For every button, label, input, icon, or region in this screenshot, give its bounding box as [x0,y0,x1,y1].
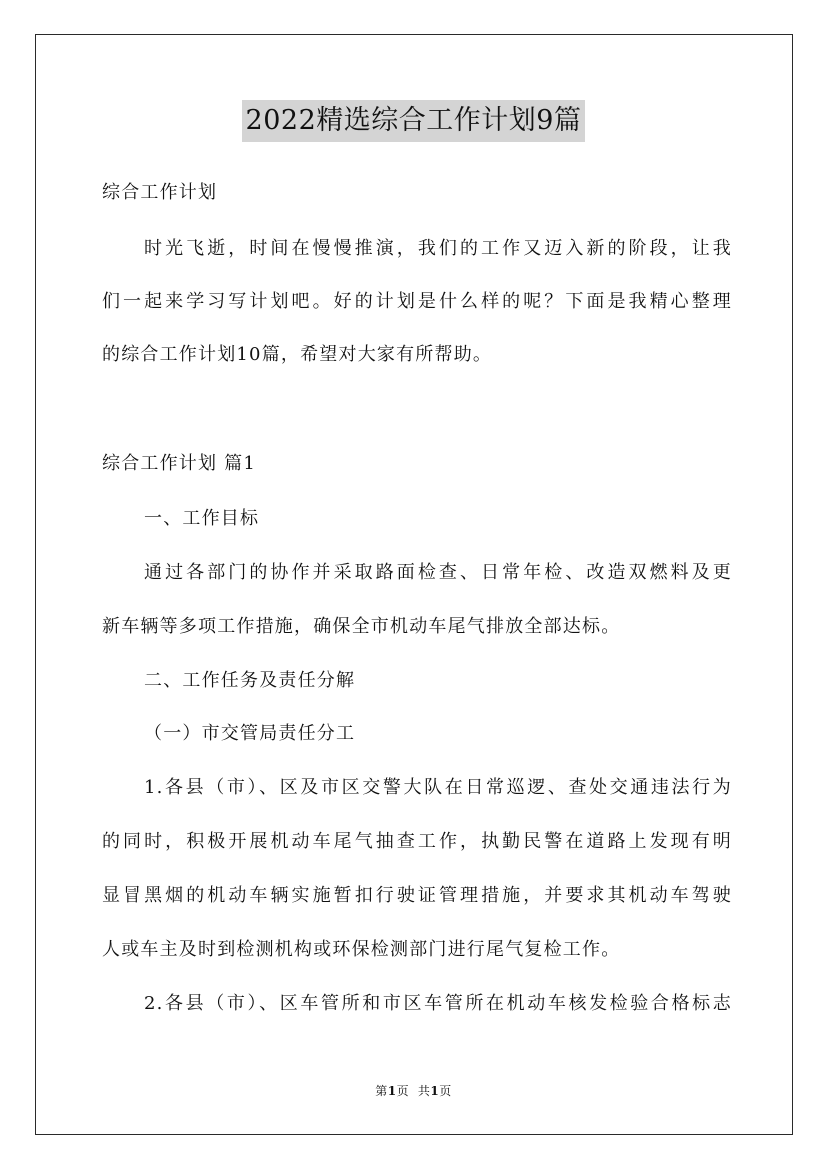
document-title: 2022精选综合工作计划9篇 [242,100,586,142]
paragraph-line: 2.各县（市）、区车管所和市区车管所在机动车核发检验合格标志 [144,993,732,1014]
total-suffix: 页 [439,1084,452,1098]
paragraph-line: 新车辆等多项工作措施，确保全市机动车尾气排放全部达标。 [102,616,621,637]
subheading: （一）市交管局责任分工 [144,723,356,744]
paragraph-line: 的综合工作计划10篇，希望对大家有所帮助。 [102,344,493,365]
subheading: 一、工作目标 [144,508,260,529]
subheading: 二、工作任务及责任分解 [144,670,356,691]
total-pages: 1 [430,1084,440,1098]
paragraph-line: 们一起来学习写计划吧。好的计划是什么样的呢？下面是我精心整理 [102,291,732,312]
page-footer [0,1083,827,1099]
paragraph-line: 通过各部门的协作并采取路面检查、日常年检、改造双燃料及更 [144,562,732,583]
paragraph-line: 时光飞逝，时间在慢慢推演，我们的工作又迈入新的阶段，让我 [144,238,732,259]
chapter-heading: 综合工作计划 篇1 [102,453,256,474]
page-prefix: 第 [375,1084,388,1098]
paragraph-line: 显冒黑烟的机动车辆实施暂扣行驶证管理措施，并要求其机动车驾驶 [102,885,732,906]
page-number: 1 [387,1084,397,1098]
paragraph-line: 的同时，积极开展机动车尾气抽查工作，执勤民警在道路上发现有明 [102,831,732,852]
title-container [0,100,827,142]
paragraph-line: 人或车主及时到检测机构或环保检测部门进行尾气复检工作。 [102,939,621,960]
total-prefix: 共 [417,1084,431,1098]
page-suffix: 页 [396,1084,410,1098]
section-heading: 综合工作计划 [102,182,218,203]
paragraph-line: 1.各县（市）、区及市区交警大队在日常巡逻、查处交通违法行为 [144,777,732,798]
